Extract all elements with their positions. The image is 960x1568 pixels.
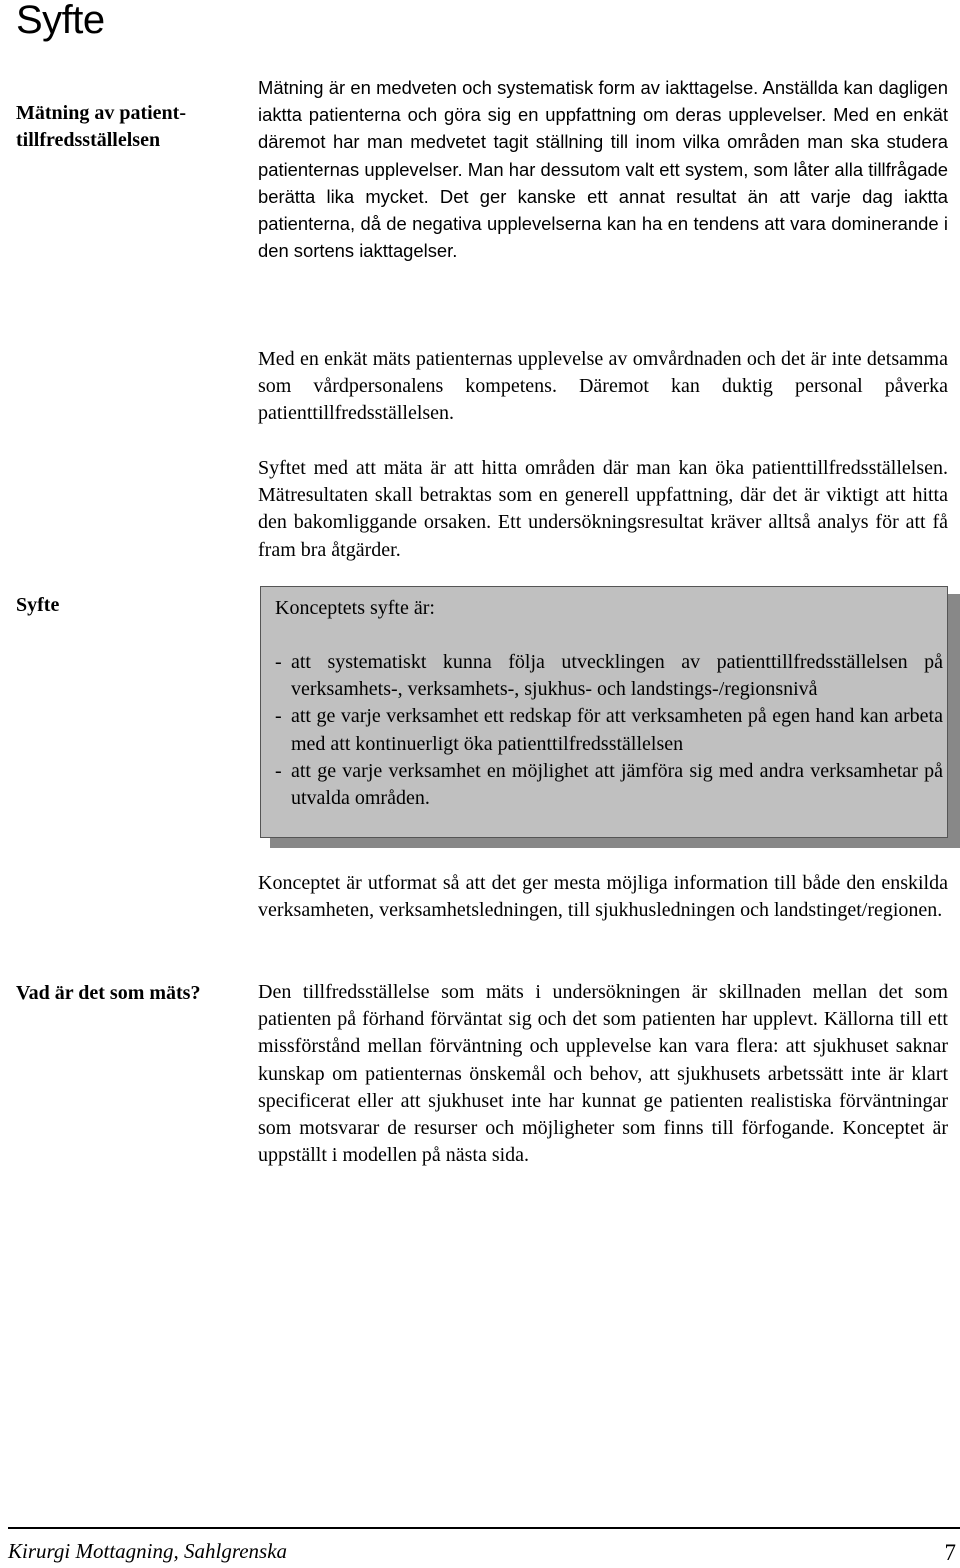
callout-item (275, 758, 943, 812)
callout-heading: Konceptets syfte är: (275, 597, 435, 619)
footer-divider (8, 1527, 960, 1529)
paragraph-purpose: Konceptet är utformat så att det ger mesta möjliga information till både den enskilda verksamheten, verksamhetsledningen, till sjukhusledningen och landstinget/regionen. (258, 872, 948, 922)
callout-item-text: att ge varje verksamhet en möjlighet att jämföra sig med andra verksamhetar på utvalda områden. (291, 759, 943, 810)
paragraph-measurement-1: Mätning är en medveten och systematisk form av iakttagelse. Anställda kan dagligen iaktta patienterna och göra sig en uppfattning om deras upplevelser. Med en enkät däremot har man medvetet tagit ställning till inom vilka områden man ska studera patienternas upplevelser. Man har dessutom valt ett system, som låter alla tillfrågade berätta lika mycket. Det ger kanske ett annat resultat än att varje dag iaktta patienterna, då de negativa upplevelserna kan ha en tendens att vara dominerande i den sortens iakttagelser. (258, 77, 948, 262)
callout-item (275, 649, 943, 703)
dash-bullet: - (275, 759, 282, 782)
dash-bullet: - (275, 705, 282, 728)
callout-list (275, 649, 943, 812)
purpose-callout-box (260, 586, 948, 838)
callout-item-text: att ge varje verksamhet ett redskap för att verksamheten på egen hand kan arbeta med att kontinuerligt öka patienttilfredsställelsen (291, 705, 943, 755)
callout-item-text: att systematiskt kunna följa utvecklingen av patienttillfredsställelsen på verksamhets-, verksamhets-, sjukhus- och landstings-/regionsnivå (291, 651, 943, 701)
footer-page-number: 7 (944, 1540, 956, 1565)
section-heading-what-is-measured: Vad är det som mäts? (16, 982, 201, 1004)
page-title: Syfte (16, 0, 105, 42)
dash-bullet: - (275, 651, 282, 673)
callout-item (275, 703, 943, 757)
footer-document-name: Kirurgi Mottagning, Sahlgrenska (8, 1539, 288, 1563)
section-heading-purpose: Syfte (16, 594, 60, 616)
paragraph-what-is-measured: Den tillfredsställelse som mäts i undersökningen är skillnaden mellan det som patienten på förhand förväntat sig och det som patienten har upplevt. Källorna till ett missförstånd mellan förväntning och upplevelse kan vara flera: att sjukhuset saknar kunskap om patienternas önskemål och behov, att sjukhusets arbetssätt inte är klart specificerat eller att sjukhuset inte har kunnat ge patienten realistiska förväntningar som motsvarar de resurser och möjligheter som finns till förfogande. Konceptet är uppställt i modellen på nästa sida. (258, 981, 948, 1167)
paragraph-measurement-3: Syftet med att mäta är att hitta områden där man kan öka patienttillfredsställelsen. Mätresultaten skall betraktas som en generell uppfattning, där det är viktigt att hitta den bakomliggande orsaken. Ett undersökningsresultat kräver alltså analys för att få fram bra åtgärder. (258, 457, 948, 561)
paragraph-measurement-2: Med en enkät mäts patienternas upplevelse av omvårdnaden och det är inte detsamma som vårdpersonalens kompetens. Däremot kan duktig personal påverka patienttillfredsställelsen. (258, 348, 948, 425)
section-heading-measurement: Mätning av patient-tillfredsställelsen (16, 102, 186, 151)
